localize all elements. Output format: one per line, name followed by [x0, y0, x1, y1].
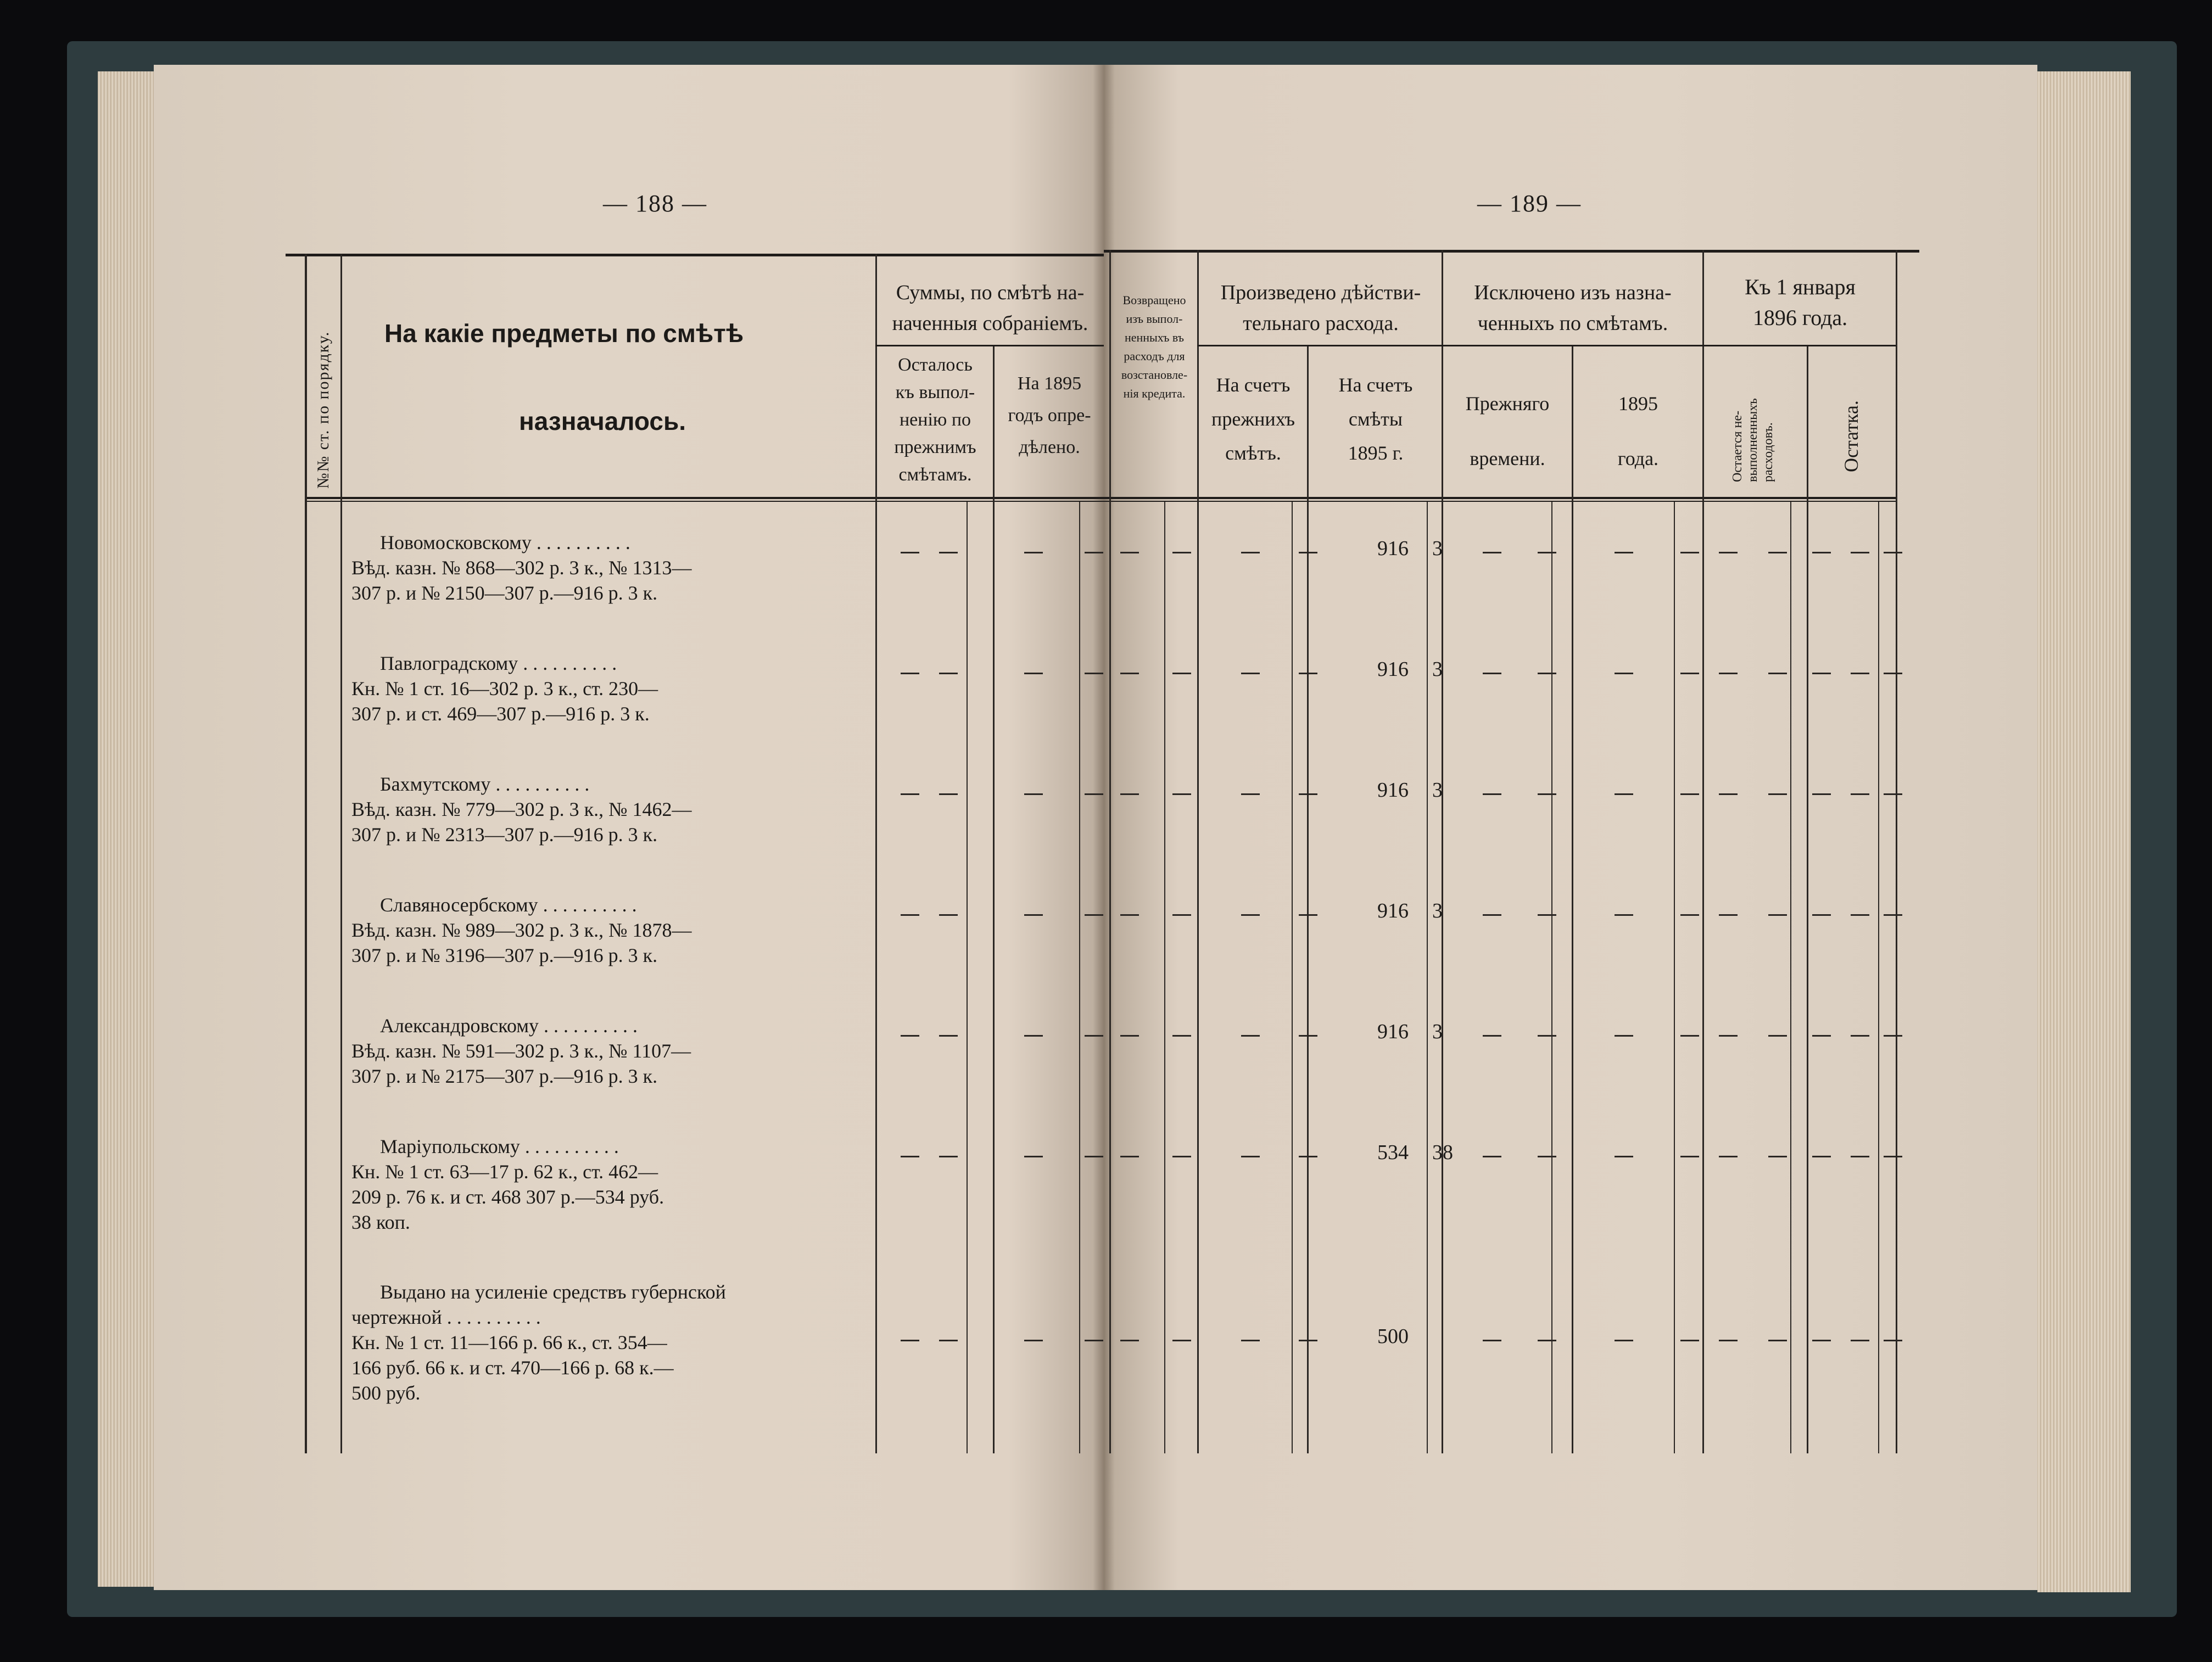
empty-cell-dash — [1812, 1340, 1831, 1341]
actual-expense-group-header: Произведено дѣйстви- тельнаго расхода. — [1220, 281, 1421, 335]
header-bottom-rule-left-2 — [305, 501, 1104, 502]
empty-cell-dash — [1538, 552, 1556, 553]
empty-cell-dash — [1851, 552, 1869, 553]
list-item — [351, 1013, 879, 1089]
empty-cell-dash — [1680, 793, 1699, 795]
entry-title: Новомосковскому — [380, 531, 532, 553]
col-rule — [993, 346, 995, 1453]
empty-cell-dash — [1120, 914, 1139, 916]
empty-cell-dash — [1615, 914, 1633, 916]
empty-cell-dash — [1884, 914, 1902, 916]
empty-cell-dash — [901, 793, 919, 795]
entry-detail: 500 руб. — [351, 1382, 421, 1404]
col-rule — [1572, 346, 1573, 1453]
entry-detail: 307 р. и ст. 469—307 р.—916 р. 3 к. — [351, 703, 650, 725]
prev-estimates-column-header: На счетъ прежнихъ смѣтъ. — [1211, 374, 1295, 464]
entry-title: Славяносербскому — [380, 894, 538, 916]
estimate-1895-column-header: На счетъ смѣты 1895 г. — [1338, 374, 1413, 464]
empty-cell-dash — [1680, 673, 1699, 674]
empty-cell-dash — [901, 1156, 919, 1157]
empty-cell-dash — [1851, 1035, 1869, 1037]
entry-detail: Вѣд. казн. № 868—302 р. 3 к., № 1313— — [351, 557, 692, 579]
dot-leader: . . . . . . . . . . — [536, 531, 630, 553]
empty-cell-dash — [1483, 793, 1501, 795]
empty-cell-dash — [1241, 1340, 1260, 1341]
sums-group-header: Суммы, по смѣтѣ на- наченныя собраніемъ. — [892, 281, 1088, 335]
entry-title: Маріупольскому — [380, 1135, 520, 1157]
list-item — [351, 1279, 879, 1406]
allocated-1895-column-header: На 1895 годъ опре- дѣлено. — [1008, 373, 1091, 457]
col-rule — [1702, 250, 1704, 1453]
empty-cell-dash — [1483, 673, 1501, 674]
amount-kopecks: 3 — [1432, 658, 1443, 681]
empty-cell-dash — [1719, 914, 1738, 916]
empty-cell-dash — [1120, 1340, 1139, 1341]
page-edges-left — [98, 71, 154, 1587]
empty-cell-dash — [1241, 673, 1260, 674]
year-1895-column-header: 1895 года. — [1617, 393, 1659, 469]
empty-cell-dash — [1768, 1340, 1787, 1341]
entry-detail: Вѣд. казн. № 989—302 р. 3 к., № 1878— — [351, 919, 692, 941]
entry-detail: 38 коп. — [351, 1211, 410, 1233]
empty-cell-dash — [1241, 552, 1260, 553]
prev-time-column-header: Прежняго времени. — [1465, 393, 1550, 469]
empty-cell-dash — [901, 673, 919, 674]
empty-cell-dash — [1615, 793, 1633, 795]
items-column-title-line1: На какіе предметы по смѣтѣ — [384, 319, 744, 348]
empty-cell-dash — [939, 552, 958, 553]
empty-cell-dash — [1719, 1156, 1738, 1157]
amount-kopecks: 3 — [1432, 899, 1443, 922]
empty-cell-dash — [1024, 1035, 1043, 1037]
entry-detail: Вѣд. казн. № 591—302 р. 3 к., № 1107— — [351, 1040, 691, 1062]
empty-cell-dash — [1120, 793, 1139, 795]
empty-cell-dash — [1483, 1156, 1501, 1157]
col-rule — [1807, 346, 1808, 1453]
sums-group-rule — [875, 345, 1104, 346]
list-item — [351, 651, 879, 726]
entry-detail: 209 р. 76 к. и ст. 468 307 р.—534 руб. — [351, 1186, 664, 1208]
empty-cell-dash — [1483, 914, 1501, 916]
dot-leader: . . . . . . . . . . — [495, 773, 590, 795]
empty-cell-dash — [1299, 1340, 1317, 1341]
dot-leader: . . . . . . . . . . — [544, 1015, 638, 1037]
empty-cell-dash — [1085, 793, 1103, 795]
empty-cell-dash — [1719, 1340, 1738, 1341]
empty-cell-dash — [1768, 793, 1787, 795]
header-bottom-rule-right-2 — [1104, 501, 1897, 502]
empty-cell-dash — [1680, 914, 1699, 916]
page-edges-right — [2037, 71, 2131, 1592]
empty-cell-dash — [1538, 914, 1556, 916]
table-top-rule-left — [286, 254, 1104, 256]
empty-cell-dash — [1812, 673, 1831, 674]
empty-cell-dash — [1120, 552, 1139, 553]
empty-cell-dash — [1241, 1156, 1260, 1157]
empty-cell-dash — [1172, 1035, 1191, 1037]
entry-detail: Кн. № 1 ст. 16—302 р. 3 к., ст. 230— — [351, 678, 658, 700]
empty-cell-dash — [1680, 1340, 1699, 1341]
header-bottom-rule-right — [1104, 497, 1897, 499]
amount-rubles: 916 — [1377, 899, 1409, 922]
empty-cell-dash — [939, 1340, 958, 1341]
empty-cell-dash — [1680, 1035, 1699, 1037]
empty-cell-dash — [1812, 1156, 1831, 1157]
jan-1896-group-header: Къ 1 января 1896 года. — [1745, 275, 1856, 330]
dot-leader: . . . . . . . . . . — [523, 652, 617, 674]
empty-cell-dash — [1812, 552, 1831, 553]
empty-cell-dash — [1538, 1035, 1556, 1037]
empty-cell-dash — [901, 1035, 919, 1037]
empty-cell-dash — [1299, 673, 1317, 674]
entry-detail: 166 руб. 66 к. и ст. 470—166 р. 68 к.— — [351, 1357, 674, 1379]
empty-cell-dash — [1299, 1035, 1317, 1037]
remaining-column-header: Осталось къ выпол- ненію по прежнимъ смѣтамъ. — [894, 355, 976, 485]
empty-cell-dash — [1851, 1340, 1869, 1341]
empty-cell-dash — [1851, 793, 1869, 795]
empty-cell-dash — [1812, 914, 1831, 916]
empty-cell-dash — [1483, 1035, 1501, 1037]
empty-cell-dash — [1024, 1340, 1043, 1341]
col-rule — [1164, 502, 1165, 1453]
col-rule — [1292, 502, 1293, 1453]
col-rule — [1878, 502, 1879, 1453]
col-rule — [340, 254, 342, 1453]
left-page-number: — 188 — — [603, 190, 707, 217]
empty-cell-dash — [1085, 1035, 1103, 1037]
empty-cell-dash — [939, 914, 958, 916]
entry-title-cont: чертежной — [351, 1306, 442, 1328]
empty-cell-dash — [1615, 1156, 1633, 1157]
table-top-rule-right — [1104, 250, 1919, 253]
empty-cell-dash — [1085, 1156, 1103, 1157]
items-column-title-line2: назначалось. — [519, 407, 686, 435]
amount-kopecks: 3 — [1432, 1020, 1443, 1043]
empty-cell-dash — [1768, 1035, 1787, 1037]
empty-cell-dash — [1538, 1340, 1556, 1341]
dot-leader: . . . . . . . . . . — [446, 1306, 541, 1328]
empty-cell-dash — [1085, 914, 1103, 916]
col-rule — [875, 254, 877, 1453]
empty-cell-dash — [1884, 1035, 1902, 1037]
amount-rubles: 916 — [1377, 779, 1409, 802]
empty-cell-dash — [1172, 673, 1191, 674]
returned-column-header: Возвращено изъ выпол- ненныхъ въ расходъ для возстановле- нія кредита. — [1121, 293, 1188, 400]
empty-cell-dash — [1615, 673, 1633, 674]
col-rule — [305, 254, 307, 1453]
empty-cell-dash — [939, 793, 958, 795]
empty-cell-dash — [1768, 1156, 1787, 1157]
empty-cell-dash — [1884, 673, 1902, 674]
empty-cell-dash — [1884, 1156, 1902, 1157]
empty-cell-dash — [1884, 793, 1902, 795]
empty-cell-dash — [1768, 552, 1787, 553]
col-rule — [1896, 250, 1897, 1453]
empty-cell-dash — [1680, 1156, 1699, 1157]
empty-cell-dash — [1085, 552, 1103, 553]
amount-rubles: 916 — [1377, 537, 1409, 560]
entry-detail: Вѣд. казн. № 779—302 р. 3 к., № 1462— — [351, 798, 692, 820]
empty-cell-dash — [1024, 914, 1043, 916]
empty-cell-dash — [1719, 673, 1738, 674]
empty-cell-dash — [1120, 1035, 1139, 1037]
amount-kopecks: 38 — [1432, 1141, 1453, 1164]
entry-title: Павлоградскому — [380, 652, 518, 674]
empty-cell-dash — [1884, 1340, 1902, 1341]
right-page-number: — 189 — — [1477, 190, 1582, 217]
empty-cell-dash — [1299, 914, 1317, 916]
empty-cell-dash — [1851, 914, 1869, 916]
list-item — [351, 1134, 879, 1235]
empty-cell-dash — [1615, 552, 1633, 553]
balance-column-header: Остатка. — [1840, 400, 1862, 472]
empty-cell-dash — [1538, 673, 1556, 674]
empty-cell-dash — [1768, 673, 1787, 674]
empty-cell-dash — [1719, 552, 1738, 553]
entry-title: Выдано на усиленіе средствъ губернской — [380, 1281, 726, 1303]
empty-cell-dash — [1299, 552, 1317, 553]
list-item — [351, 892, 879, 968]
empty-cell-dash — [1615, 1035, 1633, 1037]
empty-cell-dash — [1241, 914, 1260, 916]
amount-rubles: 916 — [1377, 1020, 1409, 1043]
empty-cell-dash — [1812, 1035, 1831, 1037]
empty-cell-dash — [1483, 1340, 1501, 1341]
entry-detail: 307 р. и № 2175—307 р.—916 р. 3 к. — [351, 1065, 658, 1087]
empty-cell-dash — [1120, 673, 1139, 674]
entry-detail: 307 р. и № 2313—307 р.—916 р. 3 к. — [351, 824, 658, 846]
empty-cell-dash — [1719, 1035, 1738, 1037]
empty-cell-dash — [1024, 793, 1043, 795]
row-number-column-header: №№ ст. по порядку. — [314, 331, 332, 489]
empty-cell-dash — [1851, 1156, 1869, 1157]
amount-rubles: 500 — [1377, 1325, 1409, 1348]
empty-cell-dash — [1024, 673, 1043, 674]
dot-leader: . . . . . . . . . . — [543, 894, 637, 916]
empty-cell-dash — [1851, 673, 1869, 674]
empty-cell-dash — [1120, 1156, 1139, 1157]
amount-kopecks: 3 — [1432, 537, 1443, 560]
empty-cell-dash — [1172, 1156, 1191, 1157]
entry-detail: 307 р. и № 3196—307 р.—916 р. 3 к. — [351, 944, 658, 966]
empty-cell-dash — [1768, 914, 1787, 916]
amount-rubles: 534 — [1377, 1141, 1409, 1164]
empty-cell-dash — [939, 1035, 958, 1037]
empty-cell-dash — [1884, 552, 1902, 553]
unfulfilled-column-header: Остается не- выполненныхъ расходовъ. — [1730, 398, 1775, 482]
empty-cell-dash — [1483, 552, 1501, 553]
col-rule — [1109, 250, 1111, 1453]
empty-cell-dash — [1680, 552, 1699, 553]
list-item — [351, 771, 879, 847]
empty-cell-dash — [939, 673, 958, 674]
empty-cell-dash — [1172, 793, 1191, 795]
col-rule — [1427, 502, 1428, 1453]
col-rule — [1079, 502, 1080, 1453]
empty-cell-dash — [1538, 1156, 1556, 1157]
entry-detail: Кн. № 1 ст. 11—166 р. 66 к., ст. 354— — [351, 1331, 667, 1353]
empty-cell-dash — [1241, 793, 1260, 795]
entry-title: Александровскому — [380, 1015, 539, 1037]
empty-cell-dash — [1241, 1035, 1260, 1037]
empty-cell-dash — [1172, 552, 1191, 553]
groups-rule — [1197, 345, 1896, 346]
entry-title: Бахмутскому — [380, 773, 491, 795]
empty-cell-dash — [901, 914, 919, 916]
empty-cell-dash — [1538, 793, 1556, 795]
empty-cell-dash — [1024, 1156, 1043, 1157]
empty-cell-dash — [1172, 914, 1191, 916]
col-rule — [1551, 502, 1552, 1453]
empty-cell-dash — [1299, 1156, 1317, 1157]
empty-cell-dash — [939, 1156, 958, 1157]
empty-cell-dash — [901, 1340, 919, 1341]
list-item — [351, 530, 879, 606]
col-rule — [1790, 502, 1791, 1453]
entry-detail: 307 р. и № 2150—307 р.—916 р. 3 к. — [351, 582, 658, 604]
dot-leader: . . . . . . . . . . — [524, 1135, 619, 1157]
amount-rubles: 916 — [1377, 658, 1409, 681]
empty-cell-dash — [1085, 673, 1103, 674]
empty-cell-dash — [1812, 793, 1831, 795]
header-bottom-rule-left — [305, 497, 1104, 499]
empty-cell-dash — [1024, 552, 1043, 553]
empty-cell-dash — [1615, 1340, 1633, 1341]
empty-cell-dash — [1085, 1340, 1103, 1341]
empty-cell-dash — [1299, 793, 1317, 795]
excluded-group-header: Исключено изъ назна- ченныхъ по смѣтамъ. — [1474, 281, 1672, 335]
col-rule — [1307, 346, 1309, 1453]
empty-cell-dash — [1719, 793, 1738, 795]
entry-detail: Кн. № 1 ст. 63—17 р. 62 к., ст. 462— — [351, 1161, 658, 1183]
amount-kopecks: 3 — [1432, 779, 1443, 802]
empty-cell-dash — [1172, 1340, 1191, 1341]
empty-cell-dash — [901, 552, 919, 553]
col-rule — [1674, 502, 1675, 1453]
col-rule — [1197, 250, 1199, 1453]
col-rule — [967, 502, 968, 1453]
